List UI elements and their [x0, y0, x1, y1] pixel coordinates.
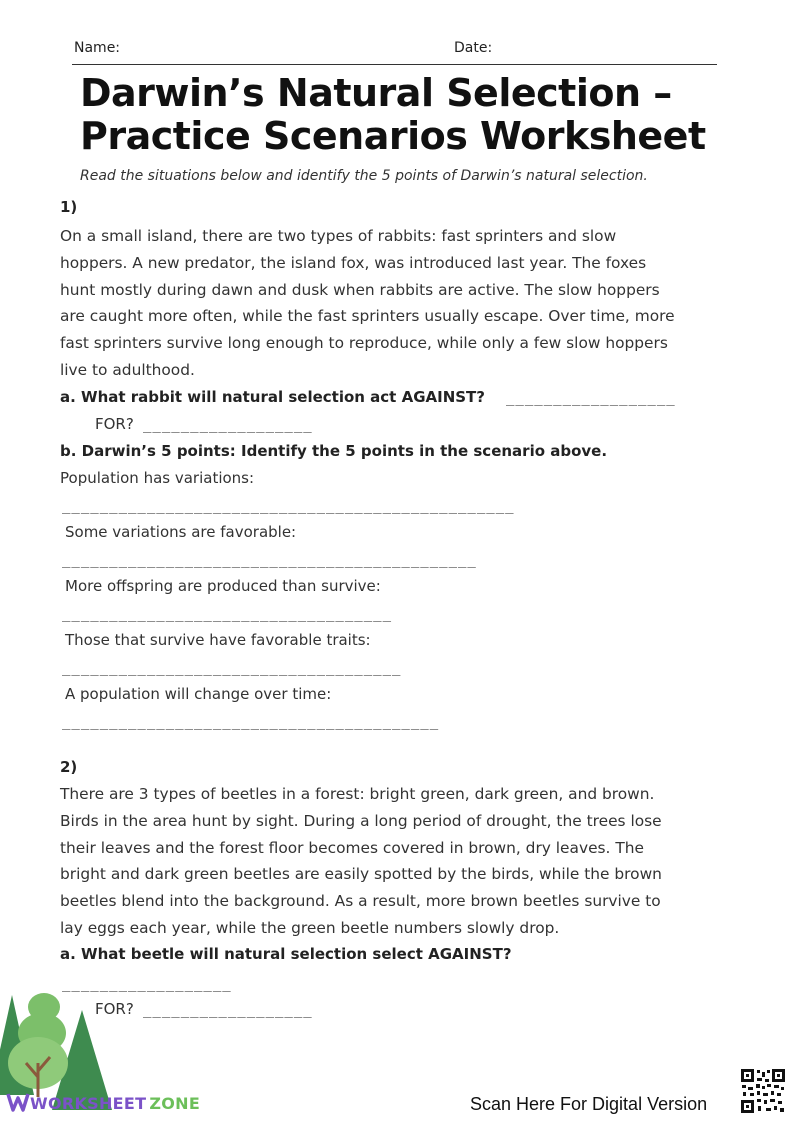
question-1b-prompt: b. Darwin’s 5 points: Identify the 5 points in the scenario above. [60, 442, 608, 460]
question-1a-prompt: a. What rabbit will natural selection act AGAINST? [60, 388, 485, 406]
point-5-label: A population will change over time: [65, 685, 332, 703]
question-1a-for-label: FOR? [95, 415, 134, 433]
header-rule [72, 64, 717, 65]
question-2a-against-blank[interactable]: __________________ [62, 976, 232, 992]
question-1a-for-blank[interactable]: __________________ [143, 417, 313, 433]
question-2a-prompt: a. What beetle will natural selection select AGAINST? [60, 945, 512, 963]
name-label: Name: [74, 40, 121, 56]
scenario-line: fast sprinters survive long enough to reproduce, while only a few slow hoppers [60, 334, 668, 353]
qr-code-icon[interactable] [740, 1068, 786, 1114]
question-1-number: 1) [60, 198, 78, 216]
scan-instruction: Scan Here For Digital Version [470, 1094, 708, 1114]
scenario-line: There are 3 types of beetles in a forest: bright green, dark green, and brown. [60, 785, 655, 803]
point-2-label: Some variations are favorable: [65, 523, 297, 541]
scenario-line: On a small island, there are two types of rabbits: fast sprinters and slow [60, 227, 617, 245]
question-2a-for-label: FOR? [95, 1000, 134, 1018]
point-2-blank[interactable]: ____________________________________________ [62, 552, 477, 568]
scenario-line: their leaves and the forest floor becomes covered in brown, dry leaves. The [60, 838, 644, 857]
question-2-number: 2) [60, 758, 78, 776]
question-2-scenario [60, 781, 750, 942]
scenario-line: Birds in the area hunt by sight. During a long period of drought, the trees lose [60, 811, 662, 830]
worksheetzone-logo-icon [6, 1090, 30, 1114]
point-1-label: Population has variations: [60, 469, 255, 487]
scenario-line: bright and dark green beetles are easily spotted by the birds, while the brown [60, 865, 662, 884]
point-3-label: More offspring are produced than survive: [65, 577, 381, 595]
point-4-label: Those that survive have favorable traits: [65, 631, 371, 649]
scenario-line: lay eggs each year, while the green beetle numbers slowly drop. [60, 918, 560, 937]
instructions: Read the situations below and identify the 5 points of Darwin’s natural selection. [80, 168, 648, 184]
question-1-scenario [60, 223, 750, 384]
page-title [80, 72, 740, 158]
point-4-blank[interactable]: ____________________________________ [62, 660, 402, 676]
scenario-line: are caught more often, while the fast sprinters usually escape. Over time, more [60, 307, 675, 326]
question-1a-against-blank[interactable]: __________________ [506, 390, 676, 406]
date-label: Date: [454, 40, 493, 56]
title-line-1: Darwin’s Natural Selection – [80, 71, 672, 115]
brand-name [30, 1094, 200, 1113]
question-2a-for-blank[interactable]: __________________ [143, 1002, 313, 1018]
title-line-2: Practice Scenarios Worksheet [80, 114, 706, 158]
scenario-line: hoppers. A new predator, the island fox, was introduced last year. The foxes [60, 253, 647, 272]
brand-name-part-1: WORKSHEET [30, 1094, 147, 1113]
brand-name-part-2: ZONE [149, 1094, 201, 1113]
point-1-blank[interactable]: ________________________________________________ [62, 498, 515, 514]
scenario-line: beetles blend into the background. As a result, more brown beetles survive to [60, 892, 661, 911]
scenario-line: hunt mostly during dawn and dusk when rabbits are active. The slow hoppers [60, 280, 660, 299]
point-3-blank[interactable]: ___________________________________ [62, 606, 393, 622]
scenario-line: live to adulthood. [60, 360, 195, 379]
point-5-blank[interactable]: ________________________________________ [62, 714, 440, 730]
